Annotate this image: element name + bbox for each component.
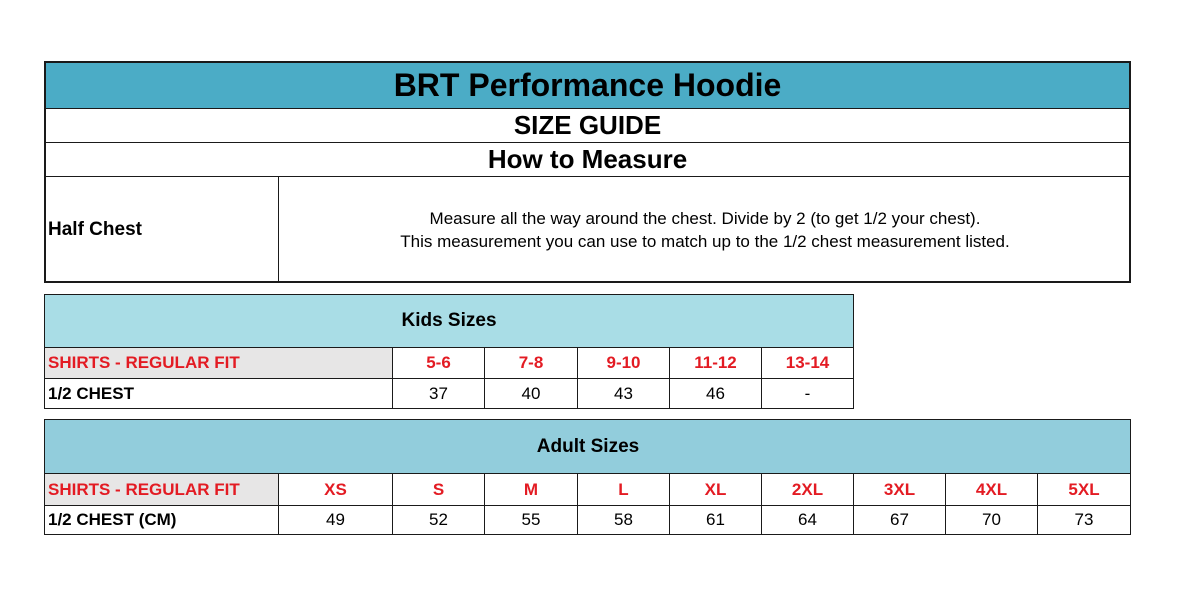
kids-chest-cell: 40 [485, 379, 578, 409]
half-chest-divider [278, 177, 279, 283]
adult-chest-cell: 58 [578, 506, 670, 535]
adult-chest-cell: 52 [393, 506, 485, 535]
kids-chest-cell: 37 [393, 379, 485, 409]
adult-sizes-row-label: SHIRTS - REGULAR FIT [44, 474, 279, 506]
adult-chest-cell: 67 [854, 506, 946, 535]
adult-chest-cell: 61 [670, 506, 762, 535]
adult-chest-cell: 55 [485, 506, 578, 535]
kids-chest-cell: 43 [578, 379, 670, 409]
adult-chest-cell: 70 [946, 506, 1038, 535]
adult-table-title: Adult Sizes [536, 435, 640, 457]
half-chest-line-2: This measurement you can use to match up to the 1/2 chest measurement listed. [400, 232, 1010, 251]
adult-size-cell: 3XL [854, 474, 946, 506]
how-to-measure-heading: How to Measure [44, 143, 1131, 177]
size-guide-heading: SIZE GUIDE [44, 109, 1131, 143]
adult-chest-cell: 73 [1038, 506, 1131, 535]
adult-size-cell: M [485, 474, 578, 506]
kids-sizes-row-label: SHIRTS - REGULAR FIT [44, 348, 393, 379]
kids-size-cell: 11-12 [670, 348, 762, 379]
half-chest-line-1: Measure all the way around the chest. Divide by 2 (to get 1/2 your chest). [429, 209, 981, 228]
kids-chest-cell: - [762, 379, 854, 409]
adult-size-cell: 4XL [946, 474, 1038, 506]
adult-size-cell: 5XL [1038, 474, 1131, 506]
adult-size-cell: XS [279, 474, 393, 506]
kids-size-cell: 7-8 [485, 348, 578, 379]
kids-size-cell: 13-14 [762, 348, 854, 379]
half-chest-description [280, 177, 1130, 283]
adult-size-cell: S [393, 474, 485, 506]
adult-size-cell: L [578, 474, 670, 506]
adult-chest-cell: 64 [762, 506, 854, 535]
half-chest-label: Half Chest [48, 219, 142, 240]
kids-size-cell: 5-6 [393, 348, 485, 379]
kids-table-title: Kids Sizes [401, 310, 497, 331]
kids-size-cell: 9-10 [578, 348, 670, 379]
adult-size-cell: XL [670, 474, 762, 506]
adult-chest-cell: 49 [279, 506, 393, 535]
page-title: BRT Performance Hoodie [393, 66, 782, 103]
kids-chest-row-label: 1/2 CHEST [44, 379, 393, 409]
adult-size-cell: 2XL [762, 474, 854, 506]
kids-chest-cell: 46 [670, 379, 762, 409]
adult-chest-row-label: 1/2 CHEST (CM) [44, 506, 279, 535]
